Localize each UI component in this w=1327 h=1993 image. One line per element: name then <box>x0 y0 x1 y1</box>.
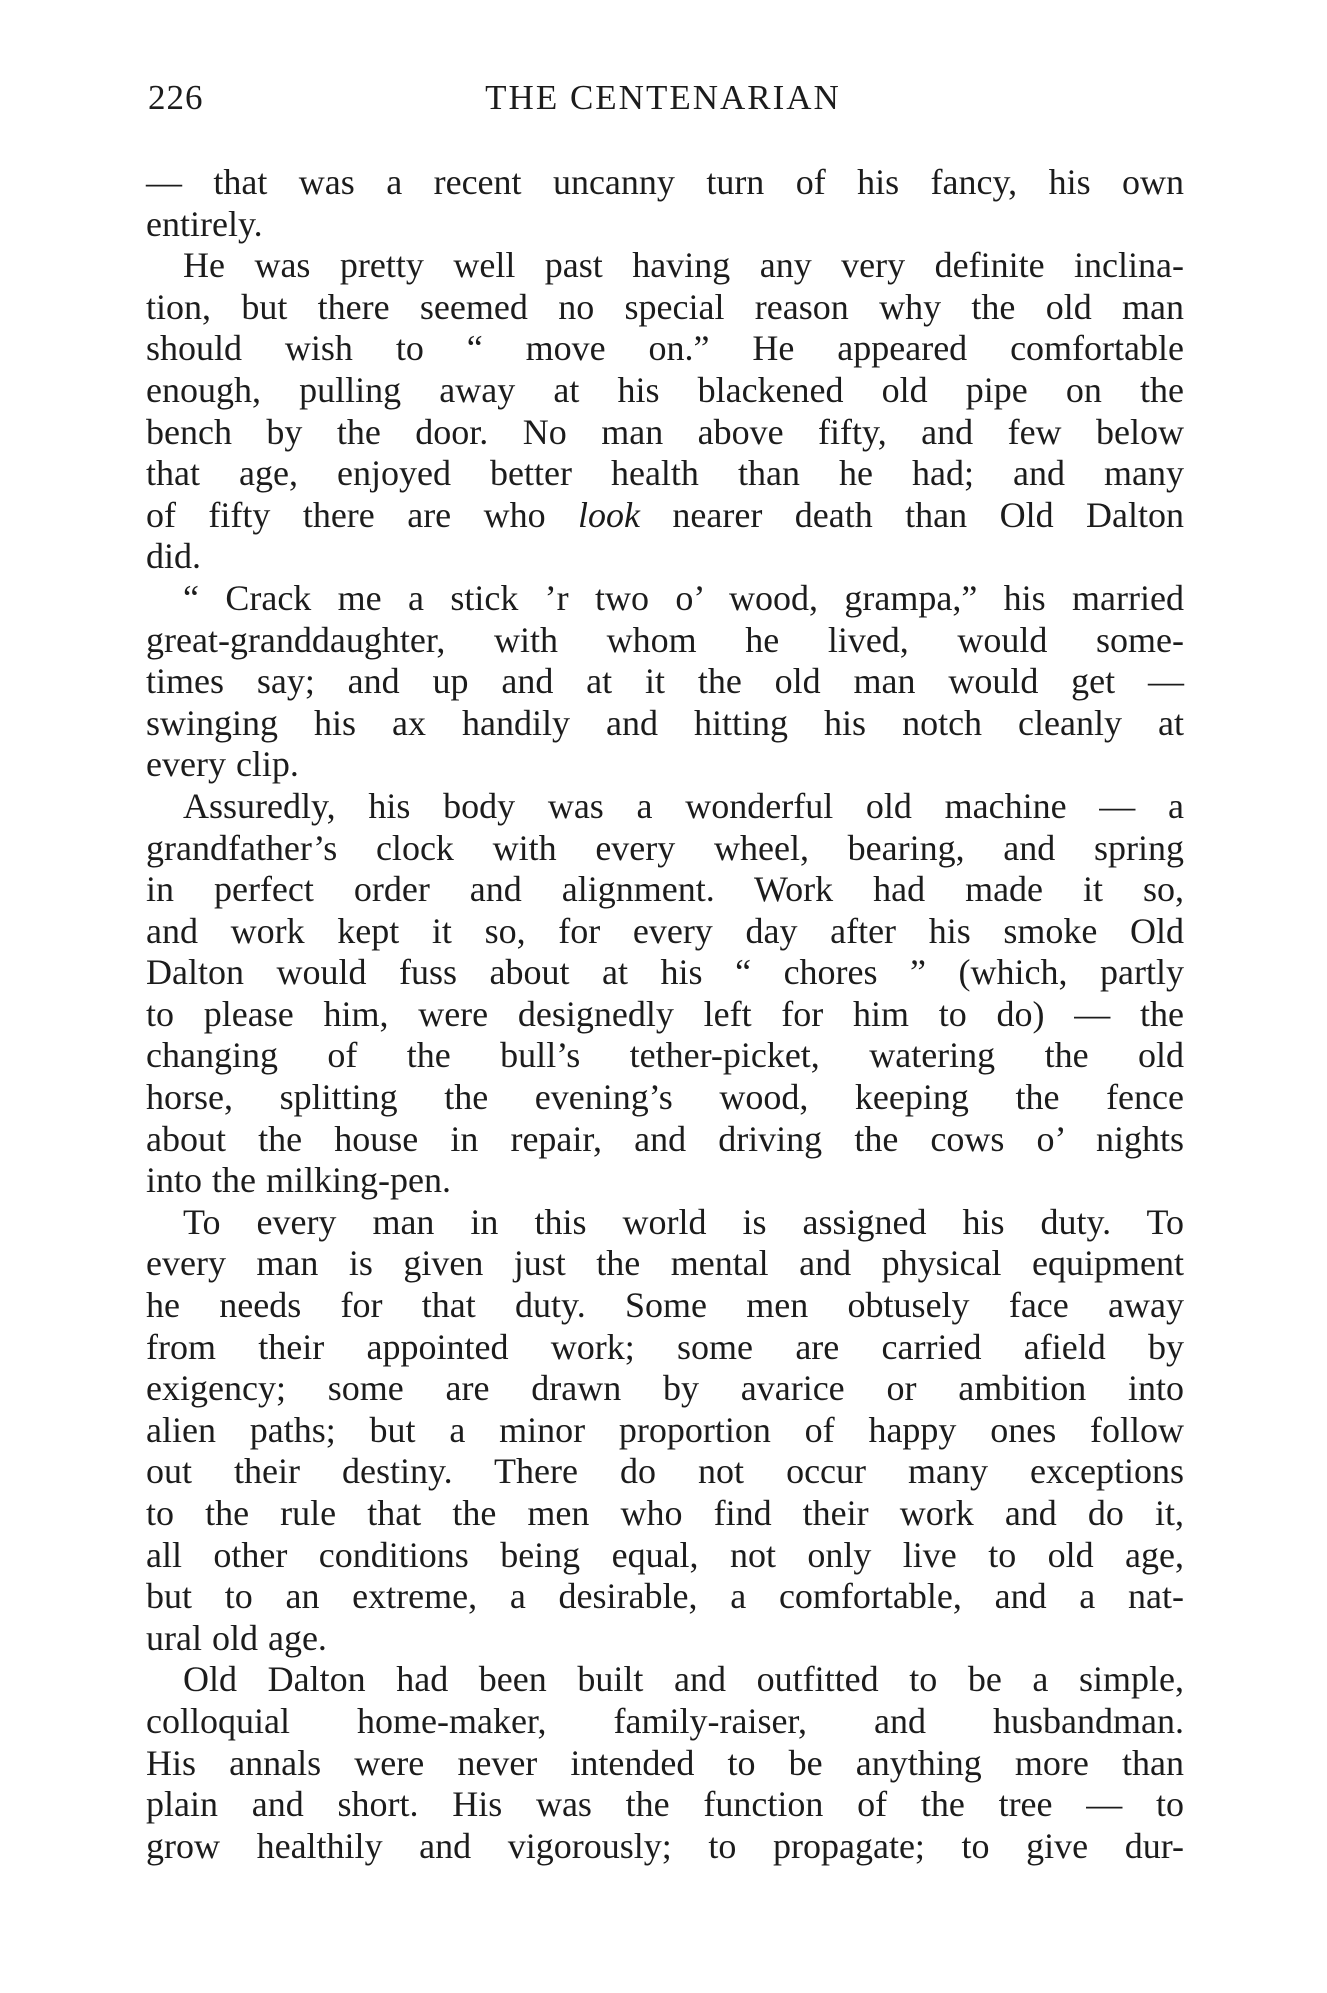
page-number: 226 <box>148 78 204 117</box>
text-line: to please him, were designedly left for him to do) — the <box>146 993 1184 1034</box>
text-line: His annals were never intended to be anything more than <box>146 1742 1184 1783</box>
text-line: plain and short. His was the function of the tree — to <box>146 1784 1184 1825</box>
text-line: He was pretty well past having any very definite inclina- <box>183 245 1184 286</box>
text-line: Assuredly, his body was a wonderful old machine — a <box>183 785 1184 826</box>
text-line: “ Crack me a stick ’r two o’ wood, grampa,” his married <box>183 577 1184 618</box>
text-line: grandfather’s clock with every wheel, bearing, and spring <box>146 827 1184 868</box>
text-line: he needs for that duty. Some men obtusely face away <box>146 1285 1184 1326</box>
text-line: changing of the bull’s tether-picket, watering the old <box>146 1035 1184 1076</box>
text-line: horse, splitting the evening’s wood, keeping the fence <box>146 1077 1184 1118</box>
text-line: swinging his ax handily and hitting his notch cleanly at <box>146 702 1184 743</box>
text-line: Old Dalton had been built and outfitted to be a simple, <box>183 1659 1184 1700</box>
text-line: great-granddaughter, with whom he lived, would some- <box>146 619 1184 660</box>
text-line: that age, enjoyed better health than he had; and many <box>146 453 1184 494</box>
text-line: exigency; some are drawn by avarice or ambition into <box>146 1368 1184 1409</box>
text-line: Dalton would fuss about at his “ chores ” (which, partly <box>146 952 1184 993</box>
text-line: colloquial home-maker, family-raiser, and husbandman. <box>146 1700 1184 1741</box>
text-line: should wish to “ move on.” He appeared comfortable <box>146 328 1184 369</box>
text-line: to the rule that the men who find their work and do it, <box>146 1493 1184 1533</box>
running-title: THE CENTENARIAN <box>485 78 841 117</box>
text-line: enough, pulling away at his blackened old pipe on the <box>146 369 1184 410</box>
text-line: but to an extreme, a desirable, a comfortable, and a nat- <box>146 1576 1184 1617</box>
text-line: To every man in this world is assigned his duty. To <box>183 1201 1184 1242</box>
text-line: about the house in repair, and driving the cows o’ nights <box>146 1118 1184 1159</box>
text-line: into the milking-pen. <box>146 1160 451 1201</box>
text-line: out their destiny. There do not occur many exceptions <box>146 1451 1184 1492</box>
text-line: alien paths; but a minor proportion of happy ones follow <box>146 1409 1184 1450</box>
text-line: in perfect order and alignment. Work had made it so, <box>146 869 1184 910</box>
text-line: grow healthily and vigorously; to propagate; to give dur- <box>146 1825 1184 1866</box>
body-text <box>146 162 1184 1867</box>
emphasis-word: look <box>578 494 640 535</box>
text-line: bench by the door. No man above fifty, and few below <box>146 411 1184 452</box>
text-line: — that was a recent uncanny turn of his fancy, his own <box>146 162 1184 202</box>
text-line: all other conditions being equal, not only live to old age, <box>146 1534 1184 1575</box>
text-line: and work kept it so, for every day after his smoke Old <box>146 910 1184 951</box>
text-line: tion, but there seemed no special reason why the old man <box>146 286 1184 327</box>
text-line: entirely. <box>146 203 263 244</box>
running-head <box>148 78 1178 128</box>
text-line: every man is given just the mental and physical equipment <box>146 1243 1184 1284</box>
text-line: of fifty there are who look nearer death than Old Dalton <box>146 494 1184 535</box>
text-line: every clip. <box>146 744 299 785</box>
text-line: times say; and up and at it the old man would get — <box>146 661 1184 702</box>
text-line: ural old age. <box>146 1617 327 1658</box>
text-line: from their appointed work; some are carried afield by <box>146 1326 1184 1367</box>
text-line: did. <box>146 536 202 577</box>
